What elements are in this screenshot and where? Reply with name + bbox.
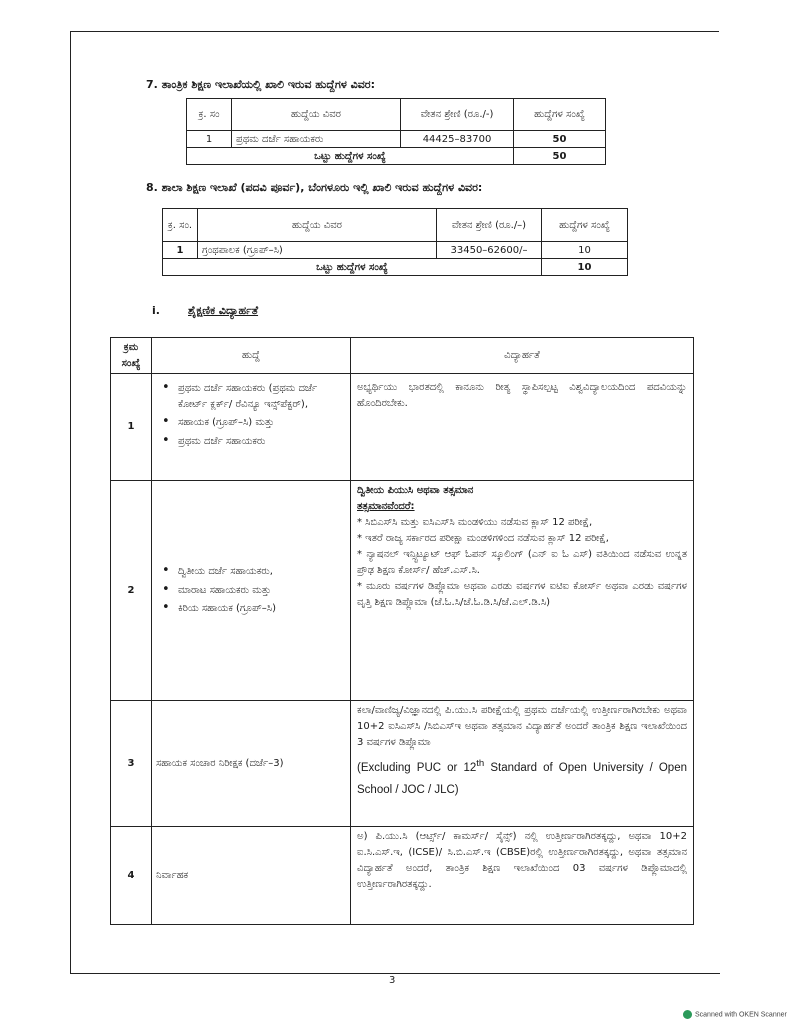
cell-post: ಗ್ರಂಥಪಾಲಕ (ಗ್ರೂಪ್–ಸಿ) (198, 242, 437, 259)
qual-text: ಕಲಾ/ವಾಣಿಜ್ಯ/ವಿಜ್ಞಾನದಲ್ಲಿ ಪಿ.ಯು.ಸಿ ಪರೀಕ್ಷೆಯಲ್ಲಿ ಪ್ರಥಮ ದರ್ಜೆಯಲ್ಲಿ ಉತ್ತೀರ್ಣರಾಗಿರಬೇಕು ಅಥವಾ 10+2 ಐಸಿಎಸ್‌ಸಿ /ಸಿಬಿಎಸ್‌ಇ ಅಥವಾ ತತ್ಸಮಾನ ವಿದ್ಯಾರ್ಹತೆ ಅಂದರೆ ತಾಂತ್ರಿಕ ಶಿಕ್ಷಣ ಇಲಾಖೆಯಿಂದ 3 ವರ್ಷಗಳ ಡಿಪ್ಲೊಮಾ (357, 705, 687, 748)
page-border-top (71, 31, 719, 32)
post-item: • ದ್ವಿತೀಯ ದರ್ಜೆ ಸಹಾಯಕರು, (170, 564, 346, 580)
qual-item: * ಇತರೆ ರಾಜ್ಯ ಸರ್ಕಾರದ ಪರೀಕ್ಷಾ ಮಂಡಳಿಗಳಿಂದ ನಡೆಸುವ ಕ್ಲಾಸ್ 12 ಪರೀಕ್ಷೆ, (357, 533, 609, 544)
qual-note-en: (Excluding PUC or 12th Standard of Open University / Open School / JOC / JLC) (357, 758, 687, 796)
total-value: 50 (514, 148, 606, 165)
cell-pay: 44425–83700 (401, 131, 514, 148)
scanner-label: Scanned with OKEN Scanner (695, 1011, 787, 1019)
table-row (111, 374, 694, 481)
page-border-bottom (70, 973, 720, 974)
section-7-table (186, 98, 606, 165)
page-border-left (70, 31, 71, 974)
total-label: ಒಟ್ಟು ಹುದ್ದೆಗಳ ಸಂಖ್ಯೆ (163, 259, 542, 276)
col-header-count: ಹುದ್ದೆಗಳ ಸಂಖ್ಯೆ (514, 99, 606, 131)
row-qualification: ಅಭ್ಯರ್ಥಿಯು ಭಾರತದಲ್ಲಿ ಕಾನೂನು ರೀತ್ಯ ಸ್ಥಾಪಿಸಲ್ಪಟ್ಟ ವಿಶ್ವವಿದ್ಯಾಲಯದಿಂದ ಪದವಿಯನ್ನು ಹೊಂದಿರಬೇಕು. (351, 374, 694, 481)
row-sl: 4 (111, 827, 152, 925)
post-item: • ಪ್ರಥಮ ದರ್ಜೆ ಸಹಾಯಕರು (170, 434, 346, 450)
qual-head: ದ್ವಿತೀಯ ಪಿಯುಸಿ ಅಥವಾ ತತ್ಸಮಾನ (357, 485, 474, 496)
col-header-post: ಹುದ್ದೆ (152, 338, 351, 374)
cell-sl: 1 (163, 242, 198, 259)
col-header-sl: ಕ್ರಮ ಸಂಖ್ಯೆ (111, 338, 152, 374)
post-item: • ಕಿರಿಯ ಸಹಾಯಕ (ಗ್ರೂಪ್–ಸಿ) (170, 601, 346, 617)
row-qualification (351, 701, 694, 827)
post-item: • ಸಹಾಯಕ (ಗ್ರೂಪ್–ಸಿ) ಮತ್ತು (170, 415, 346, 431)
total-label: ಒಟ್ಟು ಹುದ್ದೆಗಳ ಸಂಖ್ಯೆ (187, 148, 514, 165)
scanner-watermark (683, 1010, 787, 1019)
row-sl: 3 (111, 701, 152, 827)
col-header-pay: ವೇತನ ಶ್ರೇಣಿ (ರೂ./–) (437, 209, 542, 242)
row-qualification (351, 481, 694, 701)
table-row (111, 701, 694, 827)
section-8-heading: 8. ಶಾಲಾ ಶಿಕ್ಷಣ ಇಲಾಖೆ (ಪದವಿ ಪೂರ್ವ), ಬೆಂಗಳೂರು ಇಲ್ಲಿ ಖಾಲಿ ಇರುವ ಹುದ್ದೆಗಳ ವಿವರ: (146, 181, 483, 194)
total-value: 10 (542, 259, 628, 276)
row-posts (152, 374, 351, 481)
cell-sl: 1 (187, 131, 232, 148)
post-item: • ಪ್ರಥಮ ದರ್ಜೆ ಸಹಾಯಕರು (ಪ್ರಥಮ ದರ್ಜೆ ಕೋರ್ಟ್ ಕ್ಲರ್ಕ್/ ರೆವಿನ್ಯೂ ಇನ್ಸ್‌ಪೆಕ್ಟರ್), (170, 381, 346, 412)
col-header-sl: ಕ್ರ. ಸಂ. (163, 209, 198, 242)
qual-item: * ನ್ಯಾಷನಲ್ ಇನ್ಸ್ಟಿಟ್ಯೂಟ್ ಆಫ್ ಓಪನ್ ಸ್ಕೂಲಿಂಗ್ (ಎನ್ ಐ ಓ ಎಸ್) ವತಿಯಿಂದ ನಡೆಸುವ ಉನ್ನತ ಪ್ರೌಢ ಶಿಕ್ಷಣ ಕೋರ್ಸ್/ ಹೆಚ್.ಎಸ್.ಸಿ. (357, 549, 687, 576)
qualification-table (110, 337, 694, 925)
table-row (111, 481, 694, 701)
col-header-qual: ವಿದ್ಯಾರ್ಹತೆ (351, 338, 694, 374)
section-7-heading: 7. ತಾಂತ್ರಿಕ ಶಿಕ್ಷಣ ಇಲಾಖೆಯಲ್ಲಿ ಖಾಲಿ ಇರುವ ಹುದ್ದೆಗಳ ವಿವರ: (146, 78, 376, 91)
col-header-count: ಹುದ್ದೆಗಳ ಸಂಖ್ಯೆ (542, 209, 628, 242)
qual-item: * ಮೂರು ವರ್ಷಗಳ ಡಿಪ್ಲೊಮಾ ಅಥವಾ ಎರಡು ವರ್ಷಗಳ ಐಟಿಐ ಕೋರ್ಸ್ ಅಥವಾ ಎರಡು ವರ್ಷಗಳ ವೃತ್ತಿ ಶಿಕ್ಷಣ ಡಿಪ್ಲೊಮಾ (ಜೆ.ಓ.ಸಿ/ಜೆ.ಓ.ಡಿ.ಸಿ/ಜೆ.ಎಲ್.ಡಿ.ಸಿ) (357, 581, 687, 608)
scanner-logo-icon (683, 1010, 692, 1019)
qual-sub: ತತ್ಸಮಾನವೆಂದರೆ: (357, 501, 415, 512)
col-header-post: ಹುದ್ದೆಯ ವಿವರ (198, 209, 437, 242)
edu-heading: ಶೈಕ್ಷಣಿಕ ವಿದ್ಯಾರ್ಹತೆ (188, 304, 259, 317)
cell-count: 10 (542, 242, 628, 259)
cell-post: ಪ್ರಥಮ ದರ್ಜೆ ಸಹಾಯಕರು (232, 131, 401, 148)
cell-count: 50 (514, 131, 606, 148)
qual-item: * ಸಿಬಿಎಸ್‌ಸಿ ಮತ್ತು ಐಸಿಎಸ್‌ಸಿ ಮಂಡಳಿಯು ನಡೆಸುವ ಕ್ಲಾಸ್ 12 ಪರೀಕ್ಷೆ, (357, 517, 593, 528)
col-header-post: ಹುದ್ದೆಯ ವಿವರ (232, 99, 401, 131)
row-qualification: ಅ) ಪಿ.ಯು.ಸಿ (ಆರ್ಟ್ಸ್/ ಕಾಮರ್ಸ್/ ಸೈನ್ಸ್) ನಲ್ಲಿ ಉತ್ತೀರ್ಣರಾಗಿರತಕ್ಕದ್ದು, ಅಥವಾ 10+2 ಐ.ಸಿ.ಎಸ್.ಇ, (ICSE)/ ಸಿ.ಬಿ.ಎಸ್.ಇ (CBSE)ರಲ್ಲಿ ಉತ್ತೀರ್ಣರಾಗಿರತಕ್ಕದ್ದು, ಅಥವಾ ತತ್ಸಮಾನ ವಿದ್ಯಾರ್ಹತೆ ಅಂದರೆ, ತಾಂತ್ರಿಕ ಶಿಕ್ಷಣ ಇಲಾಖೆಯಿಂದ 03 ವರ್ಷಗಳ ಡಿಪ್ಲೊಮಾದಲ್ಲಿ ಉತ್ತೀರ್ಣರಾಗಿರತಕ್ಕದ್ದು. (351, 827, 694, 925)
page-number: 3 (389, 975, 396, 986)
section-8-table (162, 208, 628, 276)
col-header-sl: ಕ್ರ. ಸಂ (187, 99, 232, 131)
row-post: ಸಹಾಯಕ ಸಂಚಾರ ನಿರೀಕ್ಷಕ (ದರ್ಜೆ–3) (152, 701, 351, 827)
row-posts (152, 481, 351, 701)
row-post: ನಿರ್ವಾಹಕ (152, 827, 351, 925)
cell-pay: 33450–62600/– (437, 242, 542, 259)
row-sl: 2 (111, 481, 152, 701)
col-header-pay: ವೇತನ ಶ್ರೇಣಿ (ರೂ./-) (401, 99, 514, 131)
edu-heading-number: i. (152, 304, 160, 317)
post-item: • ಮಾರಾಟ ಸಹಾಯಕರು ಮತ್ತು (170, 583, 346, 599)
table-row (111, 827, 694, 925)
row-sl: 1 (111, 374, 152, 481)
